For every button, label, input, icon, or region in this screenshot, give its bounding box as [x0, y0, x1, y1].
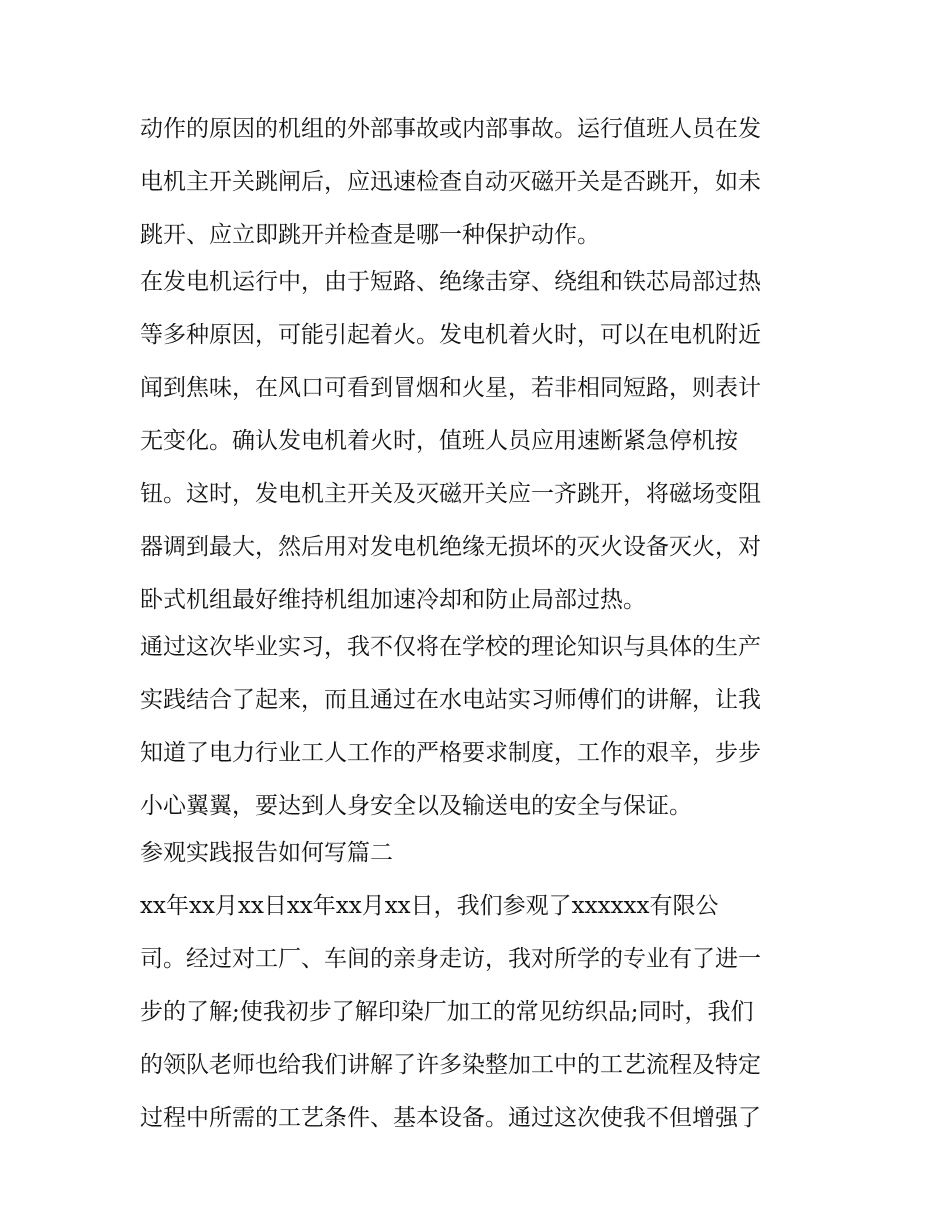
text-line: 钮。这时，发电机主开关及灭磁开关应一齐跳开，将磁场变阻: [140, 481, 761, 507]
text-line: 步的了解;使我初步了解印染厂加工的常见纺织品;同时，我们: [140, 999, 754, 1025]
text-line: 闻到焦味，在风口可看到冒烟和火星，若非相同短路，则表计: [140, 375, 761, 401]
text-line: 等多种原因，可能引起着火。发电机着火时，可以在电机附近: [140, 322, 761, 348]
text-line: 器调到最大，然后用对发电机绝缘无损坏的灭火设备灭火，对: [140, 534, 761, 560]
text-line: 的领队老师也给我们讲解了许多染整加工中的工艺流程及特定: [140, 1052, 761, 1078]
section-heading: 参观实践报告如何写篇二: [140, 840, 393, 866]
text-line: 无变化。确认发电机着火时，值班人员应用速断紧急停机按: [140, 428, 738, 454]
text-line: 实践结合了起来，而且通过在水电站实习师傅们的讲解，让我: [140, 687, 761, 713]
text-line: 通过这次毕业实习，我不仅将在学校的理论知识与具体的生产: [140, 634, 761, 660]
text-line: 过程中所需的工艺条件、基本设备。通过这次使我不但增强了: [140, 1105, 761, 1131]
text-line: 司。经过对工厂、车间的亲身走访，我对所学的专业有了进一: [140, 946, 761, 972]
text-line: xx年xx月xx日xx年xx月xx日，我们参观了xxxxxx有限公: [140, 893, 719, 919]
text-line: 电机主开关跳闸后，应迅速检查自动灭磁开关是否跳开，如未: [140, 169, 761, 195]
text-line: 小心翼翼，要达到人身安全以及输送电的安全与保证。: [140, 793, 692, 819]
text-line: 跳开、应立即跳开并检查是哪一种保护动作。: [140, 222, 600, 248]
text-line: 知道了电力行业工人工作的严格要求制度，工作的艰辛，步步: [140, 740, 761, 766]
text-line: 在发电机运行中，由于短路、绝缘击穿、绕组和铁芯局部过热: [140, 269, 761, 295]
text-line: 动作的原因的机组的外部事故或内部事故。运行值班人员在发: [140, 116, 761, 142]
text-line: 卧式机组最好维持机组加速冷却和防止局部过热。: [140, 587, 646, 613]
